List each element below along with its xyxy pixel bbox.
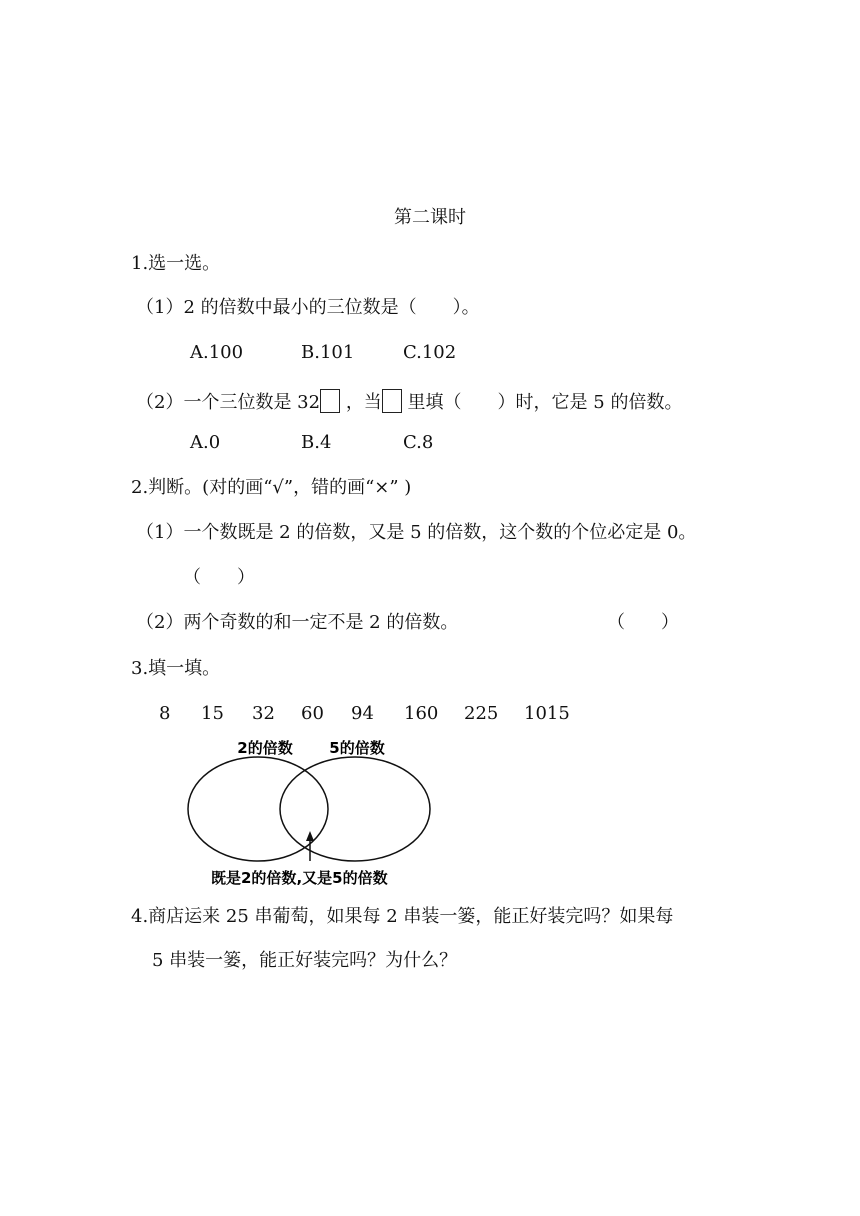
number-item: 8: [159, 703, 171, 724]
q2-sub2-paren: （ ）: [607, 612, 679, 633]
q1-sub2-option-b: B.4: [301, 432, 332, 453]
q1-sub1-text: （1）2 的倍数中最小的三位数是（ ）。: [136, 297, 480, 318]
page-title: 第二课时: [394, 207, 466, 228]
q4-line1: 4.商店运来 25 串葡萄，如果每 2 串装一篓，能正好装完吗？如果每: [131, 906, 674, 927]
venn-right-circle: [280, 757, 430, 861]
number-item: 160: [404, 703, 439, 724]
q1-sub2-text-c: 里填（ ）时，它是 5 的倍数。: [407, 392, 683, 413]
q1-sub2-option-a: A.0: [190, 432, 221, 453]
blank-box: [320, 389, 340, 413]
q1-sub2-text-a: （2）一个三位数是 32: [136, 392, 321, 413]
q1-heading: 1.选一选。: [131, 253, 221, 274]
venn-diagram: [175, 735, 445, 890]
q1-sub1-option-c: C.102: [403, 342, 457, 363]
number-item: 60: [301, 703, 324, 724]
q1-sub2-option-c: C.8: [403, 432, 434, 453]
number-item: 94: [351, 703, 374, 724]
number-item: 15: [201, 703, 224, 724]
q1-sub1-option-a: A.100: [190, 342, 244, 363]
blank-box: [382, 389, 402, 413]
q3-heading: 3.填一填。: [131, 658, 221, 679]
number-item: 1015: [524, 703, 570, 724]
q1-sub2-line: [136, 389, 682, 413]
q1-sub1-option-b: B.101: [301, 342, 355, 363]
q2-sub1-text: （1）一个数既是 2 的倍数，又是 5 的倍数，这个数的个位必定是 0。: [136, 522, 697, 543]
q2-sub1-paren: （ ）: [183, 567, 255, 588]
venn-bottom-label: 既是2的倍数,又是5的倍数: [211, 869, 388, 887]
q2-sub2-text: （2）两个奇数的和一定不是 2 的倍数。: [136, 612, 459, 633]
venn-arrow-head: [306, 831, 314, 841]
q4-line2: 5 串装一篓，能正好装完吗？为什么？: [152, 950, 458, 971]
venn-left-label: 2的倍数: [237, 739, 293, 757]
venn-left-circle: [188, 757, 328, 861]
q1-sub2-text-b: ，当: [345, 392, 382, 413]
venn-right-label: 5的倍数: [329, 739, 385, 757]
number-item: 32: [252, 703, 275, 724]
number-item: 225: [464, 703, 499, 724]
q2-heading: 2.判断。(对的画“√”，错的画“×” ): [131, 477, 412, 498]
